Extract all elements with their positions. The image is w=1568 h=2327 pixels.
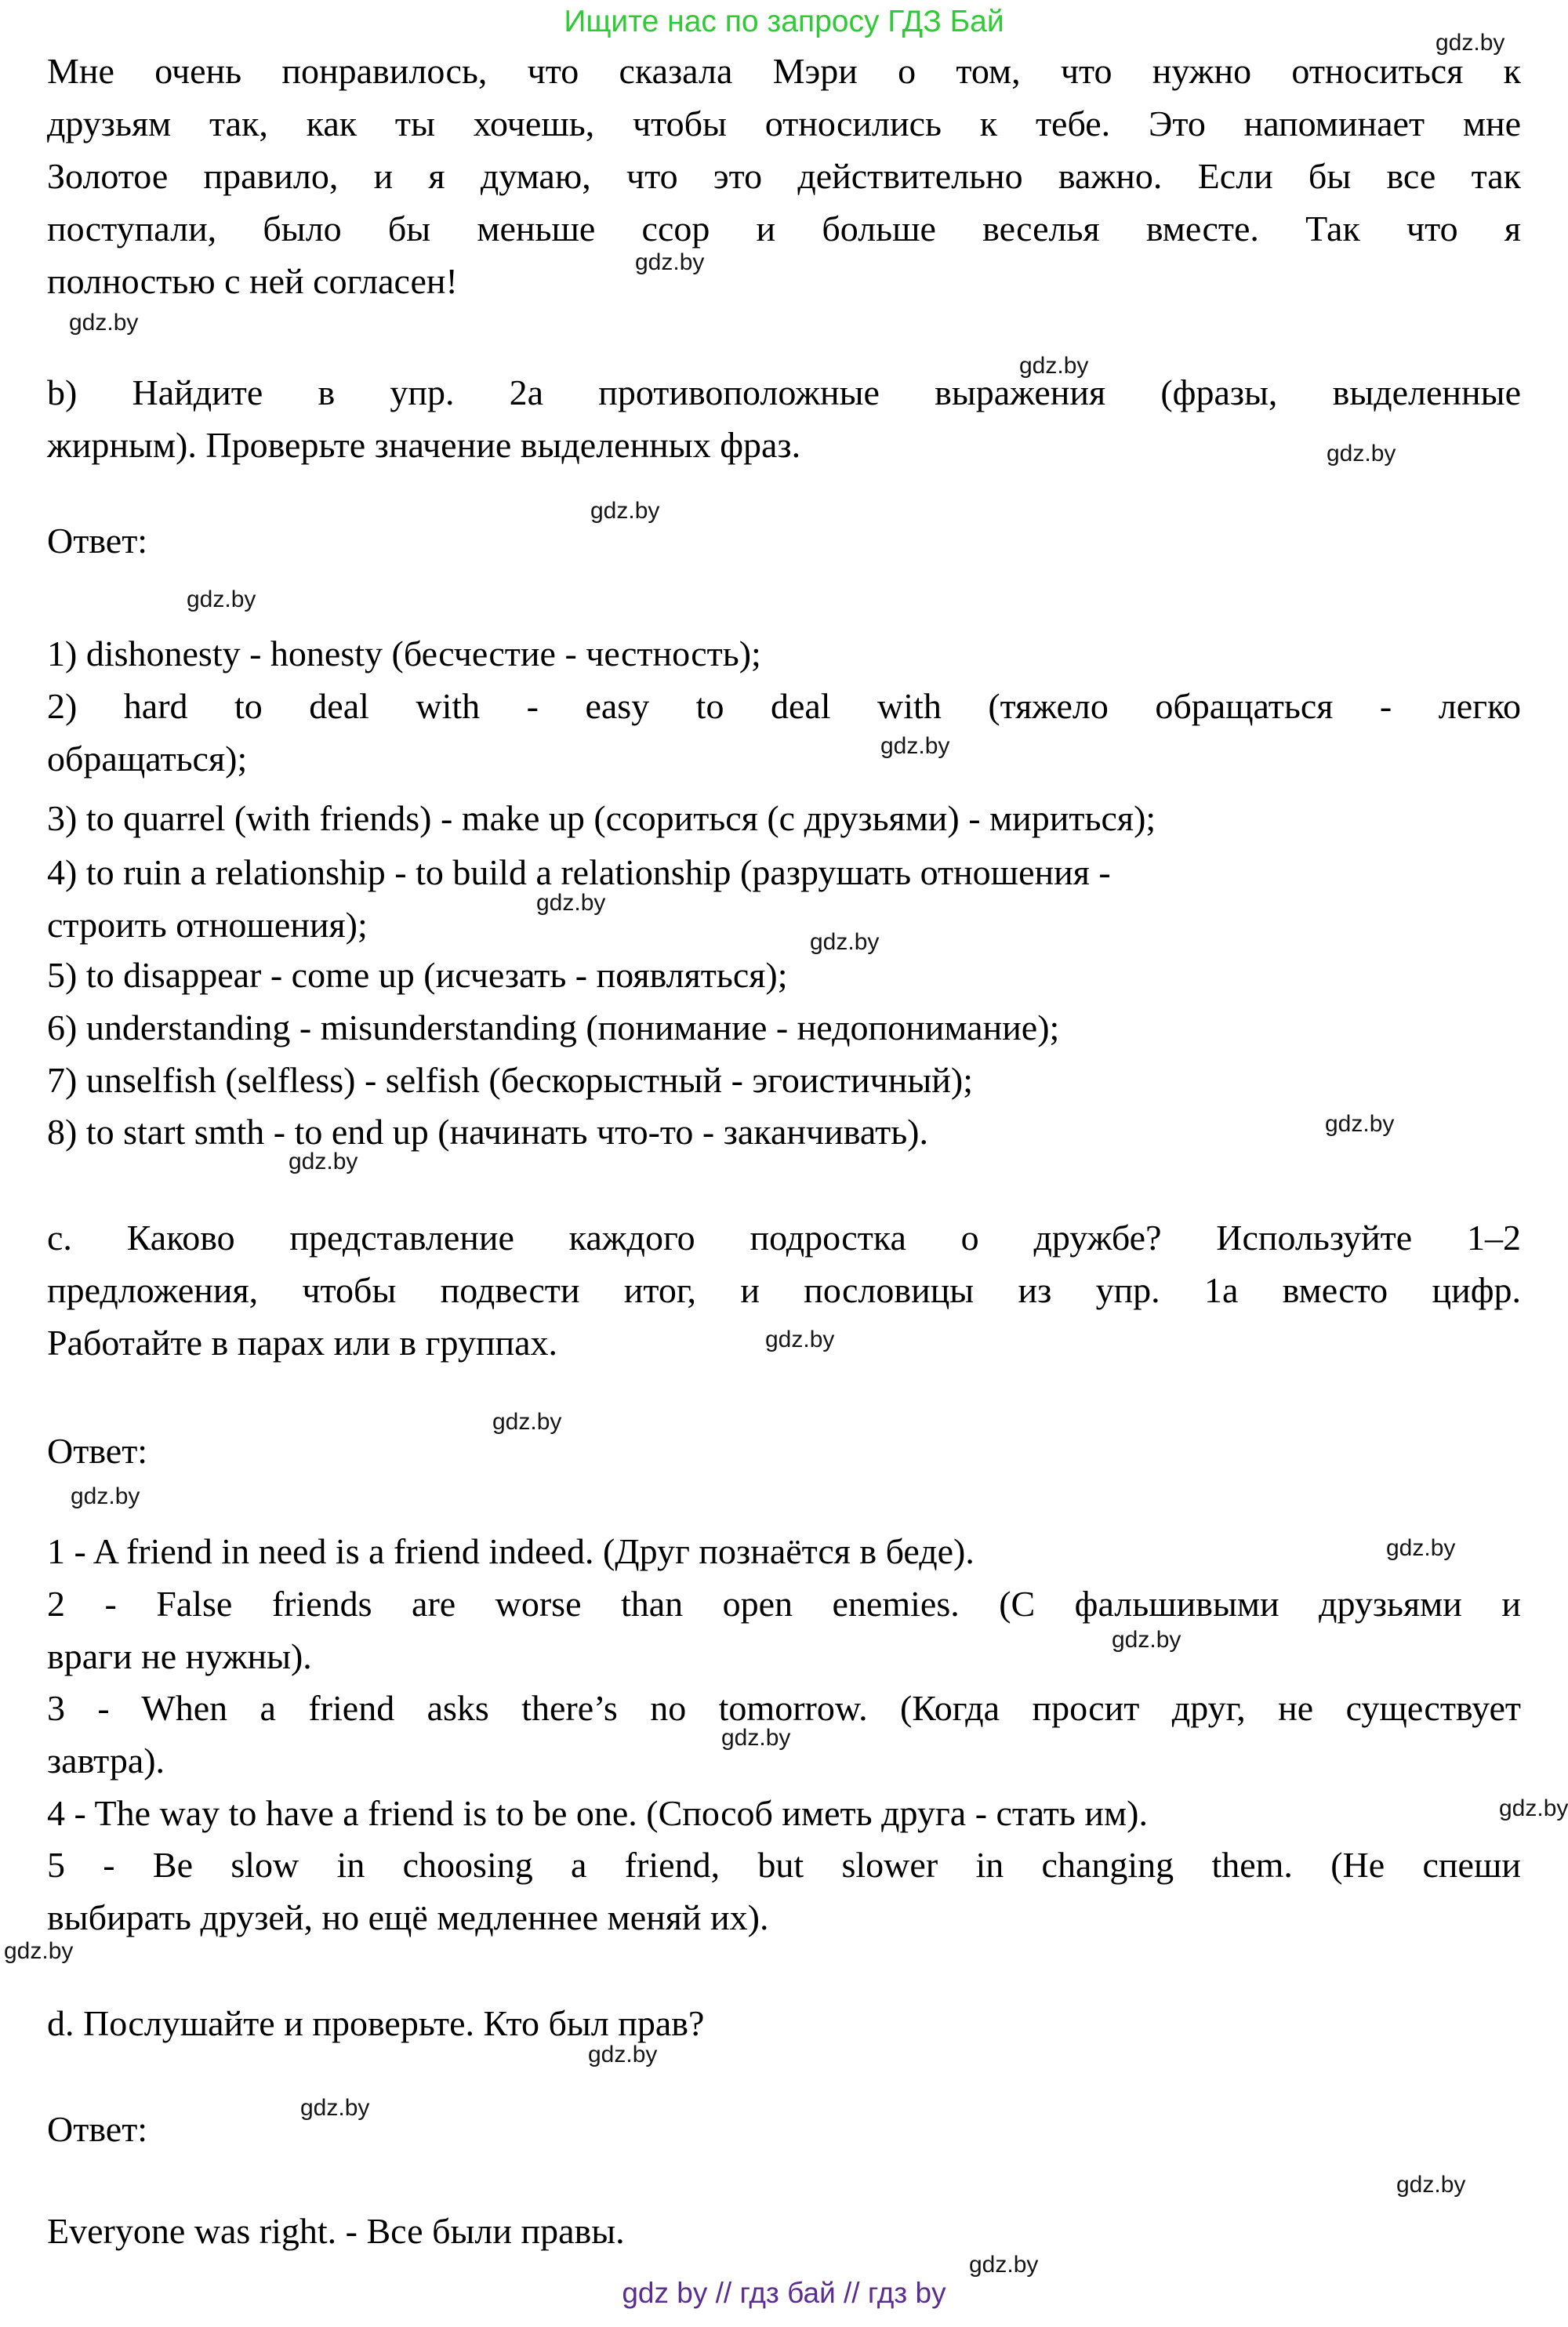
answer-label-2 bbox=[47, 1425, 1521, 1477]
gdz-watermark: gdz.by bbox=[1327, 441, 1396, 466]
site-footer: gdz by // гдз бай // гдз by bbox=[622, 2277, 946, 2309]
gdz-watermark: gdz.by bbox=[1499, 1795, 1568, 1821]
task-b-line: b) Найдите в упр. 2а противоположные выражения (фразы, выделенные bbox=[47, 372, 1521, 412]
task-b-line: жирным). Проверьте значение выделенных фраз. bbox=[47, 425, 801, 465]
task-c-line: предложения, чтобы подвести итог, и пословицы из упр. 1а вместо цифр. bbox=[47, 1270, 1521, 1310]
list-item-line: обращаться); bbox=[47, 739, 248, 779]
task-d-line: d. Послушайте и проверьте. Кто был прав? bbox=[47, 2003, 705, 2043]
final-answer-line: Everyone was right. - Все были правы. bbox=[47, 2211, 625, 2251]
list-item-line: 7) unselfish (selfless) - selfish (бескорыстный - эгоистичный); bbox=[47, 1060, 973, 1100]
list-item-line: 8) to start smth - to end up (начинать что-то - заканчивать). bbox=[47, 1112, 928, 1152]
opposites-item-1 bbox=[47, 627, 1521, 680]
intro-line: друзьям так, как ты хочешь, чтобы относились к тебе. Это напоминает мне bbox=[47, 103, 1521, 143]
gdz-watermark: gdz.by bbox=[4, 1938, 74, 1964]
opposites-item-3 bbox=[47, 792, 1521, 844]
list-item-line: 2) hard to deal with - easy to deal with (тяжело обращаться - легко bbox=[47, 686, 1521, 726]
proverb-line: 5 - Be slow in choosing a friend, but slower in changing them. (Не спеши bbox=[47, 1845, 1521, 1885]
gdz-watermark: gdz.by bbox=[765, 1327, 835, 1352]
gdz-watermark: gdz.by bbox=[1112, 1627, 1181, 1653]
gdz-watermark: gdz.by bbox=[300, 2095, 370, 2121]
gdz-watermark: gdz.by bbox=[1325, 1111, 1395, 1137]
proverb-line: 2 - False friends are worse than open enemies. (С фальшивыми друзьями и bbox=[47, 1584, 1521, 1624]
gdz-watermark: gdz.by bbox=[810, 929, 880, 955]
proverb-item-4 bbox=[47, 1787, 1521, 1839]
promo-header: Ищите нас по запросу ГДЗ Бай bbox=[564, 5, 1004, 38]
gdz-watermark: gdz.by bbox=[590, 498, 660, 524]
gdz-watermark: gdz.by bbox=[635, 249, 705, 275]
intro-line: полностью с ней согласен! bbox=[47, 261, 458, 301]
gdz-watermark: gdz.by bbox=[721, 1725, 791, 1751]
opposites-item-7 bbox=[47, 1054, 1521, 1106]
proverb-item-1 bbox=[47, 1525, 1521, 1577]
gdz-watermark: gdz.by bbox=[187, 586, 256, 612]
final-answer bbox=[47, 2205, 1521, 2257]
answer-label-3 bbox=[47, 2103, 1521, 2155]
list-item-line: строить отношения); bbox=[47, 905, 368, 945]
gdz-watermark: gdz.by bbox=[71, 1483, 140, 1509]
task-c-line: Работайте в парах или в группах. bbox=[47, 1323, 558, 1363]
gdz-watermark: gdz.by bbox=[536, 890, 606, 916]
answer-label-text: Ответ: bbox=[47, 1431, 148, 1471]
gdz-watermark: gdz.by bbox=[588, 2042, 658, 2067]
intro-paragraph bbox=[47, 45, 1521, 307]
task-c-line: c. Каково представление каждого подростка о дружбе? Используйте 1–2 bbox=[47, 1218, 1521, 1258]
answer-label-1 bbox=[47, 514, 1521, 567]
opposites-item-4 bbox=[47, 846, 1521, 951]
opposites-item-2 bbox=[47, 680, 1521, 785]
gdz-watermark: gdz.by bbox=[69, 310, 139, 336]
gdz-watermark: gdz.by bbox=[492, 1409, 562, 1435]
gdz-watermark: gdz.by bbox=[969, 2252, 1039, 2278]
intro-line: Мне очень понравилось, что сказала Мэри о том, что нужно относиться к bbox=[47, 51, 1521, 91]
intro-line: Золотое правило, и я думаю, что это действительно важно. Если бы все так bbox=[47, 156, 1521, 196]
answer-label-text: Ответ: bbox=[47, 521, 148, 561]
proverb-line: враги не нужны). bbox=[47, 1636, 312, 1676]
proverb-line: 4 - The way to have a friend is to be one. (Способ иметь друга - стать им). bbox=[47, 1793, 1148, 1833]
gdz-watermark: gdz.by bbox=[1396, 2172, 1466, 2198]
list-item-line: 4) to ruin a relationship - to build a relationship (разрушать отношения - bbox=[47, 852, 1111, 892]
task-d-heading bbox=[47, 1997, 1521, 2049]
gdz-watermark: gdz.by bbox=[1386, 1535, 1456, 1561]
gdz-watermark: gdz.by bbox=[880, 733, 950, 759]
proverb-line: 1 - A friend in need is a friend indeed. (Друг познаётся в беде). bbox=[47, 1531, 975, 1571]
gdz-watermark: gdz.by bbox=[1019, 353, 1089, 379]
list-item-line: 6) understanding - misunderstanding (понимание - недопонимание); bbox=[47, 1007, 1060, 1047]
gdz-watermark: gdz.by bbox=[1436, 30, 1505, 56]
opposites-item-5 bbox=[47, 949, 1521, 1001]
proverb-item-5 bbox=[47, 1839, 1521, 1944]
gdz-watermark: gdz.by bbox=[289, 1149, 358, 1174]
list-item-line: 5) to disappear - come up (исчезать - появляться); bbox=[47, 955, 788, 995]
list-item-line: 3) to quarrel (with friends) - make up (ссориться (с друзьями) - мириться); bbox=[47, 798, 1156, 838]
list-item-line: 1) dishonesty - honesty (бесчестие - честность); bbox=[47, 633, 761, 673]
task-b-heading bbox=[47, 366, 1521, 471]
opposites-item-6 bbox=[47, 1001, 1521, 1054]
proverb-line: выбирать друзей, но ещё медленнее меняй их). bbox=[47, 1897, 769, 1937]
intro-line: поступали, было бы меньше ссор и больше веселья вместе. Так что я bbox=[47, 209, 1521, 249]
proverb-line: завтра). bbox=[47, 1741, 165, 1781]
proverb-line: 3 - When a friend asks there’s no tomorrow. (Когда просит друг, не существует bbox=[47, 1688, 1521, 1728]
proverb-item-2 bbox=[47, 1577, 1521, 1683]
answer-label-text: Ответ: bbox=[47, 2109, 148, 2149]
opposites-item-8 bbox=[47, 1105, 1521, 1158]
